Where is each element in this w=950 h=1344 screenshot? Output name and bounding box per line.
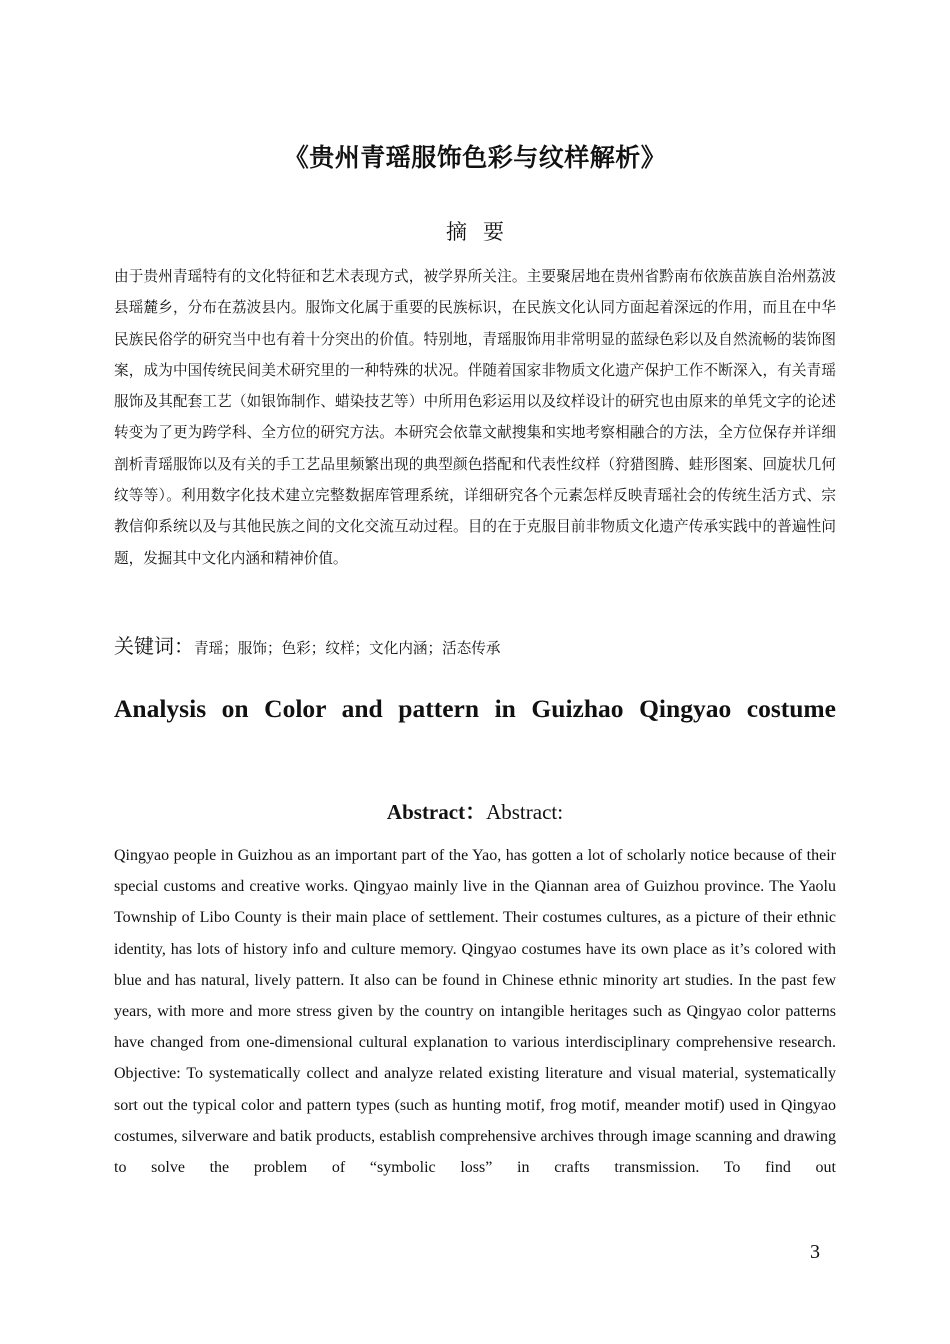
chinese-abstract-body: 由于贵州青瑶特有的文化特征和艺术表现方式，被学界所关注。主要聚居地在贵州省黔南布依族苗族自治州荔波县瑶麓乡，分布在荔波县内。服饰文化属于重要的民族标识，在民族文化认同方面起着深远的作用，而且在中华民族民俗学的研究当中也有着十分突出的价值。特别地，青瑶服饰用非常明显的蓝绿色彩以及自然流畅的装饰图案，成为中国传统民间美术研究里的一种特殊的状况。伴随着国家非物质文化遗产保护工作不断深入，有关青瑶服饰及其配套工艺（如银饰制作、蜡染技艺等）中所用色彩运用以及纹样设计的研究也由原来的单凭文字的论述转变为了更为跨学科、全方位的研究方法。本研究会依靠文献搜集和实地考察相融合的方法，全方位保存并详细剖析青瑶服饰以及有关的手工艺品里频繁出现的典型颜色搭配和代表性纹样（狩猎图腾、蛙形图案、回旋状几何纹等等）。利用数字化技术建立完整数据库管理系统，详细研究各个元素怎样反映青瑶社会的传统生活方式、宗教信仰系统以及与其他民族之间的文化交流互动过程。目的在于克服目前非物质文化遗产传承实践中的普遍性问题，发掘其中文化内涵和精神价值。 [114, 268, 836, 567]
english-abstract-body: Qingyao people in Guizhou as an important part of the Yao, has gotten a lot of scholarly notice because of their special customs and creative works. Qingyao mainly live in the Qiannan area of Guizhou province. The Yaolu Township of Libo County is their main place of settlement. Their costumes cultures, as a picture of their ethnic identity, has lots of history info and culture memory. Qingyao costumes have its own place as it’s colored with blue and has natural, lively pattern. It also can be found in Chinese ethnic minority art studies. In the past few years, with more and more stress given by the country on intangible heritages such as Qingyao color patterns have changed from one-dimensional cultural explanation to various interdisciplinary comprehensive research. Objective: To systematically collect and analyze related existing literature and visual material, systematically sort out the typical color and pattern types (such as hunting motif, frog motif, meander motif) used in Qingyao costumes, silverware and batik products, establish comprehensive archives through image scanning and drawing to solve the problem of “symbolic loss” in crafts transmission. To find out [114, 847, 836, 1177]
abstract-heading-bold: Abstract： [386, 800, 487, 824]
abstract-heading-normal: Abstract: [486, 800, 564, 824]
keywords-list: 青瑶；服饰；色彩；纹样；文化内涵；活态传承 [194, 640, 501, 657]
chinese-abstract-heading: 摘要 [446, 220, 520, 244]
english-abstract-heading [0, 796, 950, 826]
page-number: 3 [810, 1241, 820, 1263]
chinese-keywords [114, 630, 836, 659]
keywords-label: 关键词： [114, 634, 194, 658]
chinese-title: 《贵州青瑶服饰色彩与纹样解析》 [283, 143, 667, 172]
english-title: Analysis on Color and pattern in Guizhao Qingyao costume [114, 694, 836, 723]
